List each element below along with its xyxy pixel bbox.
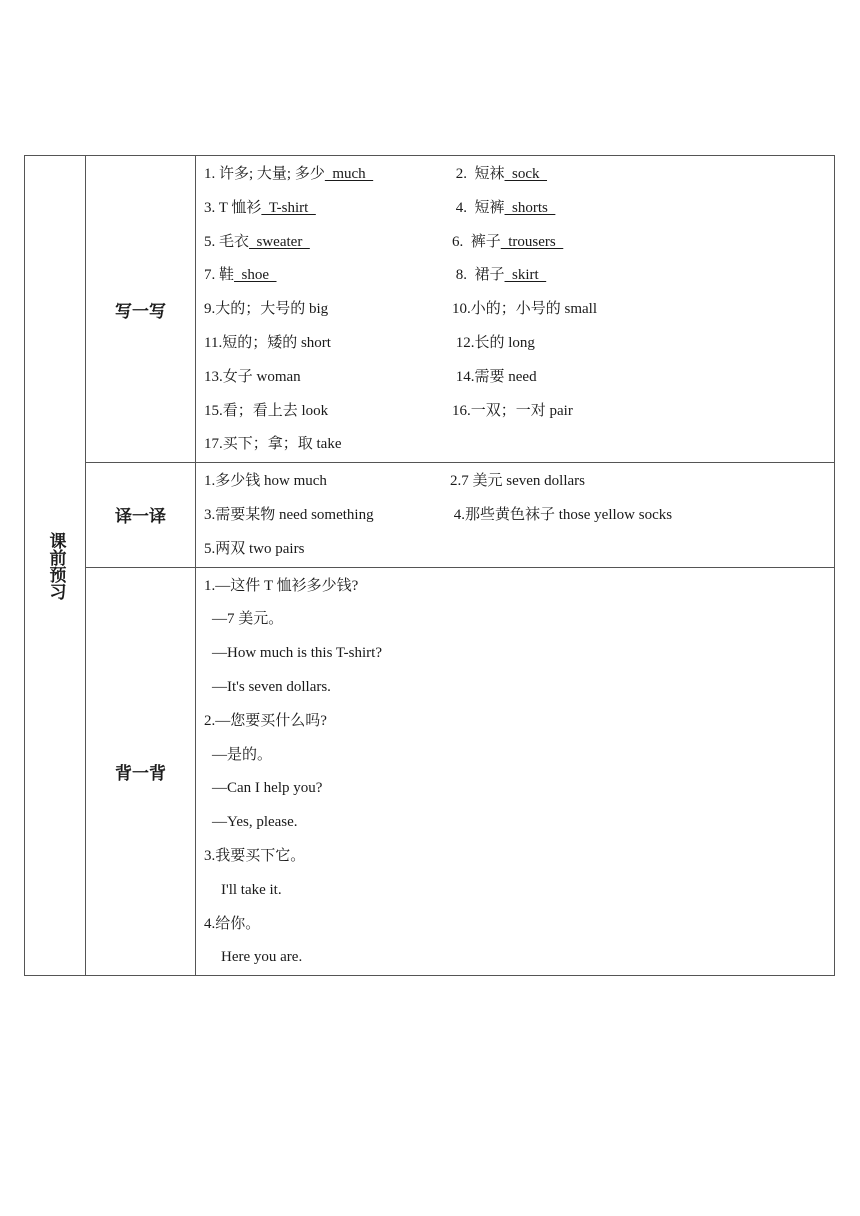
recite-line: —How much is this T-shirt? — [212, 645, 383, 662]
write-row — [204, 293, 834, 327]
write-item-left — [204, 335, 331, 351]
write-item-right — [452, 361, 537, 395]
recite-title: 背一背 — [86, 567, 196, 976]
recite-line: Here you are. — [221, 949, 303, 966]
write-content — [196, 156, 835, 463]
write-title: 写一写 — [86, 156, 196, 463]
write-item-left — [204, 200, 316, 216]
recite-line: —Yes, please. — [212, 814, 298, 831]
item-prompt: 7. 鞋 — [204, 267, 235, 284]
item-answer: much — [324, 166, 374, 182]
item-prompt: 9.大的；大号的 big — [204, 301, 329, 318]
write-row — [204, 395, 834, 429]
item-prompt: 8. 裙子 — [452, 267, 505, 284]
translate-content — [196, 463, 835, 567]
write-item-right — [452, 192, 555, 226]
section-label: 课前预习 — [45, 531, 66, 600]
write-row — [204, 192, 834, 226]
item-prompt: 6. 裤子 — [452, 233, 501, 250]
write-item-left — [204, 166, 373, 182]
write-row — [204, 259, 834, 293]
item-answer: skirt — [504, 267, 547, 284]
write-item-right — [452, 226, 563, 260]
write-row — [204, 327, 834, 361]
translate-item-left: 1.多少钱 how much — [204, 473, 327, 490]
item-prompt: 13.女子 woman — [204, 368, 301, 385]
translate-item-left: 3.需要某物 need something — [204, 506, 374, 523]
item-answer: T-shirt — [261, 199, 316, 216]
recite-line: —7 美元。 — [212, 611, 284, 628]
item-prompt: 1. 许多; 大量; 多少 — [204, 166, 325, 182]
recite-line: —Can I help you? — [212, 780, 323, 797]
item-prompt: 15.看；看上去 look — [204, 402, 329, 419]
item-prompt: 11.短的；矮的 short — [204, 334, 331, 351]
section-label-cell — [25, 156, 86, 976]
write-row — [204, 428, 834, 462]
write-item-right — [452, 395, 573, 429]
item-prompt: 17.买下；拿；取 take — [204, 436, 342, 453]
write-item-left — [204, 403, 328, 419]
translate-item-right: 2.7 美元 seven dollars — [450, 473, 585, 490]
write-item-right — [452, 327, 535, 361]
item-prompt: 4. 短裤 — [452, 199, 505, 216]
write-item-left — [204, 234, 310, 250]
item-prompt: 2. 短袜 — [452, 166, 505, 182]
translate-item-right: 4.那些黄色袜子 those yellow socks — [450, 506, 673, 523]
write-item-left — [204, 267, 277, 283]
recite-line: 2.—您要买什么吗? — [204, 712, 327, 729]
item-prompt: 14.需要 need — [452, 368, 537, 385]
recite-line: 1.—这件 T 恤衫多少钱? — [204, 577, 359, 594]
recite-content — [196, 567, 835, 976]
write-item-right — [452, 158, 547, 192]
write-item-left — [204, 369, 301, 385]
item-prompt: 12.长的 long — [452, 334, 535, 351]
write-row — [204, 158, 834, 192]
translate-row — [204, 499, 834, 533]
item-answer: trousers — [500, 233, 564, 250]
item-prompt: 16.一双；一对 pair — [452, 402, 573, 419]
preview-table — [24, 155, 835, 976]
recite-line: 3.我要买下它。 — [204, 847, 306, 864]
item-answer: sweater — [249, 233, 310, 250]
item-prompt: 5. 毛衣 — [204, 233, 250, 250]
translate-item-left: 5.两双 two pairs — [204, 540, 305, 557]
write-item-left — [204, 301, 328, 317]
write-item-right — [452, 259, 546, 293]
write-row — [204, 226, 834, 260]
translate-title: 译一译 — [86, 463, 196, 567]
translate-row — [204, 533, 834, 567]
item-answer: shoe — [234, 267, 277, 284]
write-item-left — [204, 436, 341, 452]
recite-line: 4.给你。 — [204, 915, 261, 932]
item-prompt: 10.小的；小号的 small — [452, 301, 597, 318]
write-item-right — [452, 293, 597, 327]
recite-line: —It's seven dollars. — [212, 678, 331, 695]
item-answer: shorts — [504, 199, 556, 216]
translate-row — [204, 465, 834, 499]
write-row — [204, 361, 834, 395]
recite-line: —是的。 — [212, 746, 273, 763]
recite-line: I'll take it. — [221, 881, 282, 898]
item-answer: sock — [504, 166, 548, 182]
item-prompt: 3. T 恤衫 — [204, 199, 262, 216]
